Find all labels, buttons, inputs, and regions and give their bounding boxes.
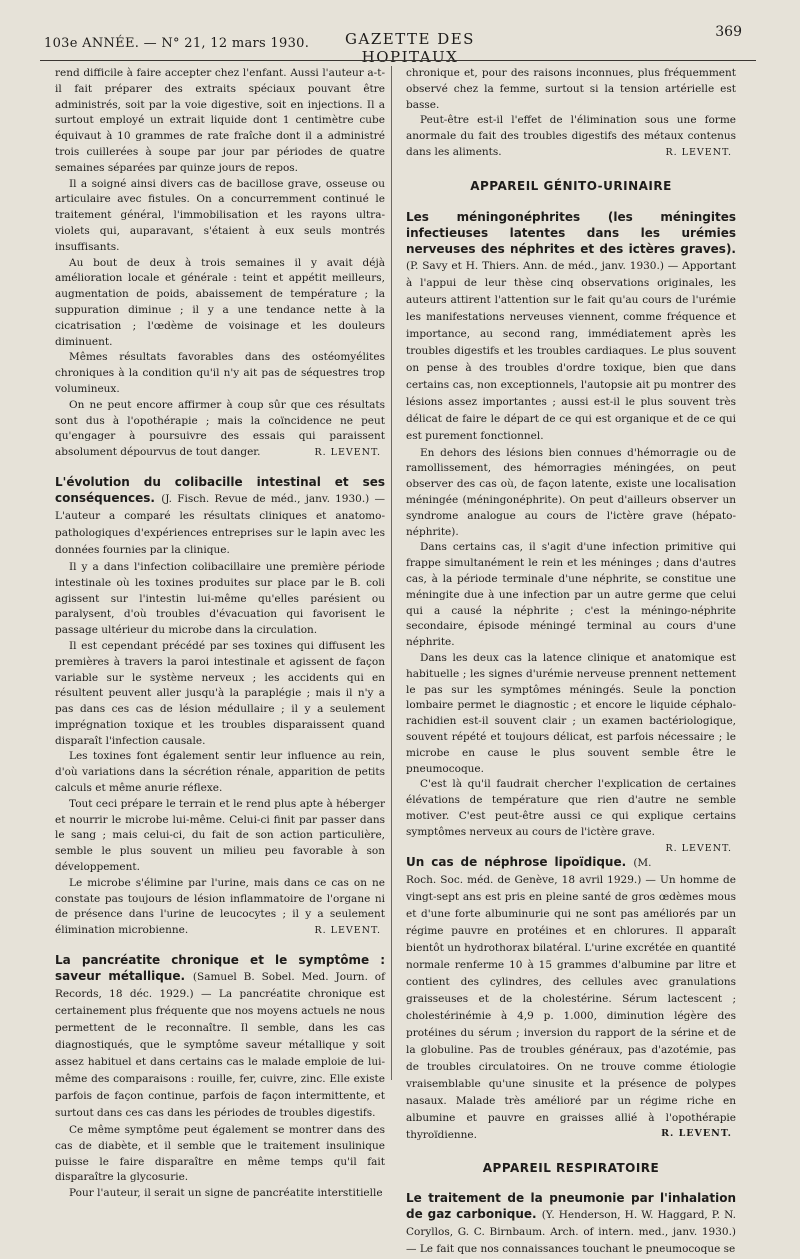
article-heading [55, 952, 385, 1121]
article-title: L'évolution du colibacille intestinal et ses conséquences. [55, 474, 385, 505]
article-title: Les méningonéphrites (les méningites infectieuses latentes dans les urémies nerveuses des néphrites et des ictères graves). [406, 209, 736, 256]
paragraph: chronique et, pour des raisons inconnues, plus fréquemment observé chez la femme, surtout si la tension artérielle est basse. [406, 67, 736, 111]
paragraph: Les toxines font également sentir leur influence au rein, d'où variations dans la sécrétion rénale, apparition de petits calculs et même anurie réflexe. [55, 750, 385, 795]
journal-title: GAZETTE DES HOPITAUX [345, 30, 475, 66]
paragraph-text: Le microbe s'élimine par l'urine, mais dans ce cas on ne constate pas toujours de lésion inflammatoire de l'organe ni de présence dans l'urine de leucocytes ; il y a seulement élimination microbienne. [55, 876, 385, 937]
article-intro: (Y. Henderson, H. W. Haggard, P. N. Coryllos, G. C. Birnbaum. Arch. of intern. med., janv. 1930.) — Le fait que nos connaissances touchant le pneumocoque se [406, 1209, 736, 1256]
right-column [406, 66, 736, 1259]
section-heading: APPAREIL RESPIRATOIRE [482, 1160, 660, 1175]
article-title: Le traitement de la pneumonie par l'inhalation de gaz carbonique. [406, 1191, 736, 1222]
article-intro: (P. Savy et H. Thiers. Ann. de méd., janv. 1930.) — Apportant à l'appui de leur thèse cinq observations originales, les auteurs attirent l'attention sur le fait qu'au cours de l'urémie les manifestations nerveuses viennent, comme fréquence et importance, au second rang, immédiatement après les troubles digestifs et les troubles cardiaques. Le plus souvent on pense à des troubles d'ordre toxique, bien que dans certains cas, non exceptionnels, l'autopsie ait pu montrer des lésions assez importantes ; aussi est-il le plus souvent très délicat de faire le départ de ce qui est organique et de ce qui est purement fonctionnel. [406, 259, 736, 442]
article-heading [406, 854, 736, 1143]
article-intro: (M. Roch. Soc. méd. de Genève, 18 avril 1929.) — Un homme de vingt-sept ans est pris en pleine santé de gros œdèmes mous et d'une forte albuminurie qui ne sont pas améliorés par un régime pauvre en protéines et en chlorures. Il apparaît bientôt un hydrothorax bilatéral. L'urine excrétée en quantité normale renferme 10 à 15 grammes d'albumine par litre et contient des cylindres, des cellules avec granulations graisseuses et de la cholestérine. Sérum lactescent ; cholestérinémie à 4,9 p. 1.000, diminution légère des protéines du sérum ; inversion du rapport de la sérine et de la globuline. Pas de troubles généraux, pas d'azotémie, pas de troubles circulatoires. On ne trouve comme étiologie vraisemblable qu'une sinusite et la présence de polypes nasaux. Malade très amélioré par un régime riche en albumine et pauvre en graisses allié à l'opothérapie thyroïdienne. [406, 856, 736, 1141]
paragraph [55, 876, 385, 939]
article-heading [406, 1190, 736, 1257]
paragraph: Il a soigné ainsi divers cas de bacillose grave, osseuse ou articulaire avec fistules. On a concurremment continué le traitement général, l'immobilisation et les rayons ultra-violets qui, auparavant, s'étaient à eux seuls montrés insuffisants. [55, 177, 385, 253]
paragraph: En dehors des lésions bien connues d'hémorragie ou de ramollissement, des hémorragies méningées, on peut observer des cas où, de façon latente, existe une localisation méningée (méningonéphrite). On peut d'ailleurs observer un syndrome analogue au cours de l'ictère grave (hépato-néphrite). [406, 446, 736, 538]
paragraph: Il est cependant précédé par ses toxines qui diffusent les premières à travers la paroi intestinale et agissent de façon variable sur le système nerveux ; les accidents qui en résultent peuvent aller jusqu'à la paraplégie ; mais il n'y a pas dans ces cas de lésion médullaire ; il y a seulement imprégnation toxique et les troubles disparaissent quand disparaît l'infection causale. [55, 639, 385, 747]
paragraph: Au bout de deux à trois semaines il y avait déjà amélioration locale et générale : teint et appétit meilleurs, augmentation de poids, abaissement de température ; la suppuration diminue ; il y a une tendance nette à la cicatrisation ; l'œdème de voisinage et les douleurs diminuent. [55, 256, 385, 348]
author-signature: R. LEVENT. [314, 925, 381, 937]
article-title: La pancréatite chronique et le symptôme : saveur métallique. [55, 953, 385, 984]
section-heading: APPAREIL GÉNITO-URINAIRE [470, 178, 672, 193]
paragraph: Mêmes résultats favorables dans des ostéomyélites chroniques à la condition qu'il n'y ait pas de séquestres trop volumineux. [55, 351, 385, 395]
article-heading [55, 474, 385, 558]
article-heading [406, 209, 736, 444]
paragraph [406, 777, 736, 854]
left-column [55, 66, 385, 1202]
paragraph: Dans certains cas, il s'agit d'une infection primitive qui frappe simultanément le rein et les méninges ; dans d'autres cas, à la période terminale d'une néphrite, se constitue une méningite due à une infection par un autre germe que celui qui a causé la néphrite ; c'est la méningo-néphrite secondaire, épisode méningé terminal au cours d'une néphrite. [406, 541, 736, 649]
article-title: Un cas de néphrose lipoïdique. [406, 854, 627, 869]
paragraph [55, 398, 385, 461]
header-rule [40, 60, 756, 61]
column-divider [391, 66, 392, 1080]
paragraph-text: Peut-être est-il l'effet de l'élimination sous une forme anormale du fait des troubles digestifs des métaux contenus dans les aliments. [406, 114, 736, 158]
paragraph-text: C'est là qu'il faudrait chercher l'explication de certaines élévations de température que rien d'autre ne semble motiver. C'est peut-être aussi ce qui explique certains symptômes nerveux au cours de l'ictère grave. [406, 778, 736, 838]
paragraph: rend difficile à faire accepter chez l'enfant. Aussi l'auteur a-t-il fait préparer des extraits spéciaux pouvant être administrés, soit par la voie digestive, soit en injections. Il a surtout employé un extrait liquide dont 1 centimètre cube équivaut à 10 grammes de rate fraîche dont il a administré trois cuillerées à soupe par jour par périodes de quatre semaines séparées par quinze jours de repos. [55, 67, 385, 174]
paragraph [406, 113, 736, 160]
paragraph: Pour l'auteur, il serait un signe de pancréatite interstitielle [69, 1187, 383, 1200]
paragraph-text: On ne peut encore affirmer à coup sûr que ces résultats sont dus à l'opothérapie ; mais la coïncidence ne peut qu'engager à poursuivre des essais qui paraissent absolument dépourvus de tout danger. [55, 398, 385, 459]
paragraph: Ce même symptôme peut également se montrer dans des cas de diabète, et il semble que le traitement insulinique puisse le faire disparaître en même temps qu'il fait disparaître la glycosurie. [55, 1124, 385, 1184]
page-number: 369 [715, 24, 742, 40]
issue-info: 103e ANNÉE. — N° 21, 12 mars 1930. [44, 36, 310, 51]
paragraph: Tout ceci prépare le terrain et le rend plus apte à héberger et nourrir le microbe lui-même. Celui-ci finit par passer dans le sang ; mais celui-ci, du fait de son action particulière, semble le plus souvent un milieu peu favorable à son développement. [55, 797, 385, 874]
author-signature: R. LEVENT. [661, 1127, 732, 1139]
paragraph: Dans les deux cas la latence clinique et anatomique est habituelle ; les signes d'urémie nerveuse prennent nettement le pas sur les symptômes méningés. Seule la ponction lombaire permet le diagnostic ; et encore le liquide céphalo-rachidien est-il souvent clair ; un examen bactériologique, souvent répété et toujours délicat, est parfois nécessaire ; le microbe en cause le plus souvent semble être le pneumocoque. [406, 651, 736, 775]
article-intro: (J. Fisch. Revue de méd., janv. 1930.) — L'auteur a comparé les résultats cliniques et anatomo-pathologiques d'expériences entreprises sur le lapin avec les données fournies par la clinique. [55, 492, 385, 556]
author-signature: R. LEVENT. [314, 447, 381, 459]
paragraph: Il y a dans l'infection colibacillaire une première période intestinale où les toxines produites sur place par le B. coli agissent sur l'intestin lui-même qu'elles parésient ou paralysent, d'où troubles d'évacuation qui favorisent le passage ultérieur du microbe dans la circulation. [55, 560, 385, 637]
article-intro: (Samuel B. Sobel. Med. Journ. of Records, 18 déc. 1929.) — La pancréatite chronique est certainement plus fréquente que nos moyens actuels ne nous permettent de le reconnaître. Il semble, dans les cas diagnostiqués, que le symptôme saveur métallique y soit assez habituel et dans certains cas le malade emploie de lui-même des comparaisons : rouille, fer, cuivre, zinc. Elle existe parfois de façon continue, parfois de façon intermittente, et surtout dans ces cas dans les périodes de troubles digestifs. [55, 971, 385, 1120]
author-signature: R. LEVENT. [665, 842, 732, 854]
author-signature: R. LEVENT. [665, 146, 732, 158]
